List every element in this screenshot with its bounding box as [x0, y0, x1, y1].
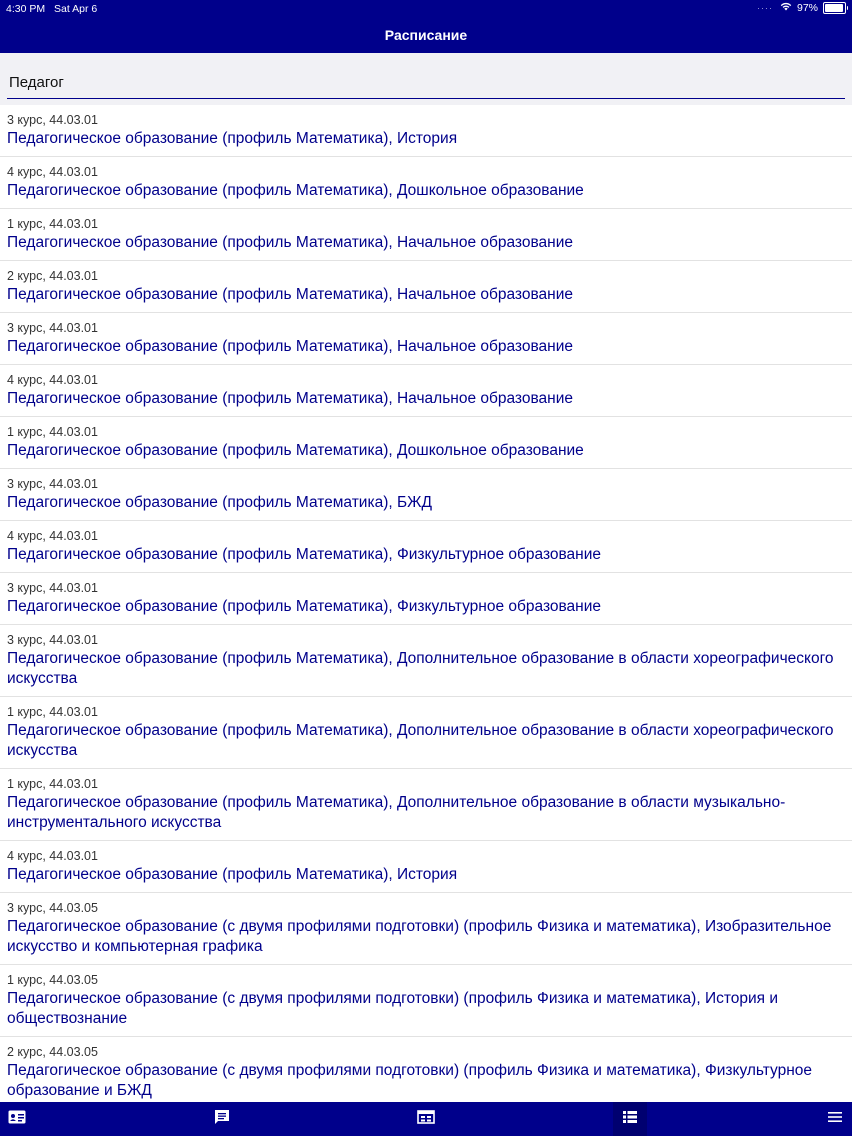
list-item-subtitle: 3 курс, 44.03.05 — [7, 901, 98, 915]
status-bar — [0, 0, 852, 18]
search-input[interactable] — [7, 67, 845, 99]
list-item-title: Педагогическое образование (профиль Математика), История — [7, 866, 458, 883]
list-item-subtitle: 3 курс, 44.03.01 — [7, 477, 98, 491]
list-item-title: Педагогическое образование (профиль Математика), Физкультурное образование — [7, 546, 602, 563]
list-item-subtitle: 1 курс, 44.03.01 — [7, 705, 98, 719]
list-item-subtitle: 3 курс, 44.03.01 — [7, 113, 98, 127]
list-item-title: Педагогическое образование (профиль Математика), Дополнительное образование в области музыкально-инструментального искусства — [7, 794, 786, 831]
tab-list[interactable] — [613, 1102, 647, 1136]
list-item-subtitle: 1 курс, 44.03.01 — [7, 217, 98, 231]
status-date: Sat Apr 6 — [54, 3, 98, 15]
list-item[interactable] — [0, 209, 852, 261]
tab-menu[interactable] — [818, 1102, 852, 1136]
list-item[interactable] — [0, 965, 852, 1037]
list-item[interactable] — [0, 769, 852, 841]
list-item-subtitle: 1 курс, 44.03.01 — [7, 425, 98, 439]
list-item-title: Педагогическое образование (профиль Математика), Физкультурное образование — [7, 598, 602, 615]
list-item-subtitle: 2 курс, 44.03.01 — [7, 269, 98, 283]
battery-percent: 97% — [796, 2, 818, 14]
wifi-icon — [780, 2, 792, 14]
tab-id-card[interactable] — [0, 1102, 34, 1136]
status-time: 4:30 PM — [6, 3, 46, 15]
tab-chat[interactable] — [205, 1102, 239, 1136]
list-item-subtitle: 3 курс, 44.03.01 — [7, 581, 98, 595]
list-item-title: Педагогическое образование (профиль Математика), БЖД — [7, 494, 432, 511]
list-item[interactable] — [0, 521, 852, 573]
list-item-subtitle: 3 курс, 44.03.01 — [7, 321, 98, 335]
chat-icon — [214, 1109, 230, 1130]
list-item[interactable] — [0, 625, 852, 697]
list-item[interactable] — [0, 893, 852, 965]
list-item-title: Педагогическое образование (с двумя профилями подготовки) (профиль Физика и математика), Изобразительное искусство и компьютерная графика — [7, 918, 832, 955]
battery-icon — [823, 2, 846, 14]
list-icon — [622, 1110, 638, 1129]
list-item-subtitle: 3 курс, 44.03.01 — [7, 633, 98, 647]
list-item-subtitle: 4 курс, 44.03.01 — [7, 165, 98, 179]
calendar-icon — [417, 1110, 435, 1129]
list-item[interactable] — [0, 469, 852, 521]
list-item[interactable] — [0, 313, 852, 365]
page-title: Расписание — [384, 27, 468, 43]
tab-calendar[interactable] — [409, 1102, 443, 1136]
list-item[interactable] — [0, 1037, 852, 1102]
list-item-title: Педагогическое образование (с двумя профилями подготовки) (профиль Физика и математика), Физкультурное образование и БЖД — [7, 1062, 813, 1099]
list-item-subtitle: 1 курс, 44.03.01 — [7, 777, 98, 791]
list-item-title: Педагогическое образование (профиль Математика), Дошкольное образование — [7, 182, 584, 199]
list-item-title: Педагогическое образование (профиль Математика), Дополнительное образование в области хореографического искусства — [7, 650, 834, 687]
list-item-subtitle: 4 курс, 44.03.01 — [7, 529, 98, 543]
list-item[interactable] — [0, 365, 852, 417]
list-item-subtitle: 2 курс, 44.03.05 — [7, 1045, 98, 1059]
list-item[interactable] — [0, 105, 852, 157]
list-item-subtitle: 1 курс, 44.03.05 — [7, 973, 98, 987]
list-item[interactable] — [0, 157, 852, 209]
list-item-title: Педагогическое образование (профиль Математика), История — [7, 130, 458, 147]
list-item-title: Педагогическое образование (с двумя профилями подготовки) (профиль Физика и математика), История и обществознание — [7, 990, 779, 1027]
list-item-subtitle: 4 курс, 44.03.01 — [7, 373, 98, 387]
id-card-icon — [8, 1110, 26, 1129]
list-item[interactable] — [0, 573, 852, 625]
menu-icon — [827, 1110, 843, 1128]
list-item[interactable] — [0, 261, 852, 313]
results-list — [0, 105, 852, 1102]
status-right — [757, 2, 846, 14]
list-item-title: Педагогическое образование (профиль Математика), Начальное образование — [7, 286, 574, 303]
list-item[interactable] — [0, 417, 852, 469]
list-item-title: Педагогическое образование (профиль Математика), Дошкольное образование — [7, 442, 584, 459]
list-item-subtitle: 4 курс, 44.03.01 — [7, 849, 98, 863]
multitasking-dots-icon: ···· — [756, 3, 773, 13]
list-item-title: Педагогическое образование (профиль Математика), Начальное образование — [7, 390, 574, 407]
list-item-title: Педагогическое образование (профиль Математика), Начальное образование — [7, 234, 574, 251]
list-item-title: Педагогическое образование (профиль Математика), Начальное образование — [7, 338, 574, 355]
list-item-title: Педагогическое образование (профиль Математика), Дополнительное образование в области хореографического искусства — [7, 722, 834, 759]
list-item[interactable] — [0, 697, 852, 769]
nav-bar — [0, 18, 852, 53]
tab-bar — [0, 1102, 852, 1136]
list-item[interactable] — [0, 841, 852, 893]
